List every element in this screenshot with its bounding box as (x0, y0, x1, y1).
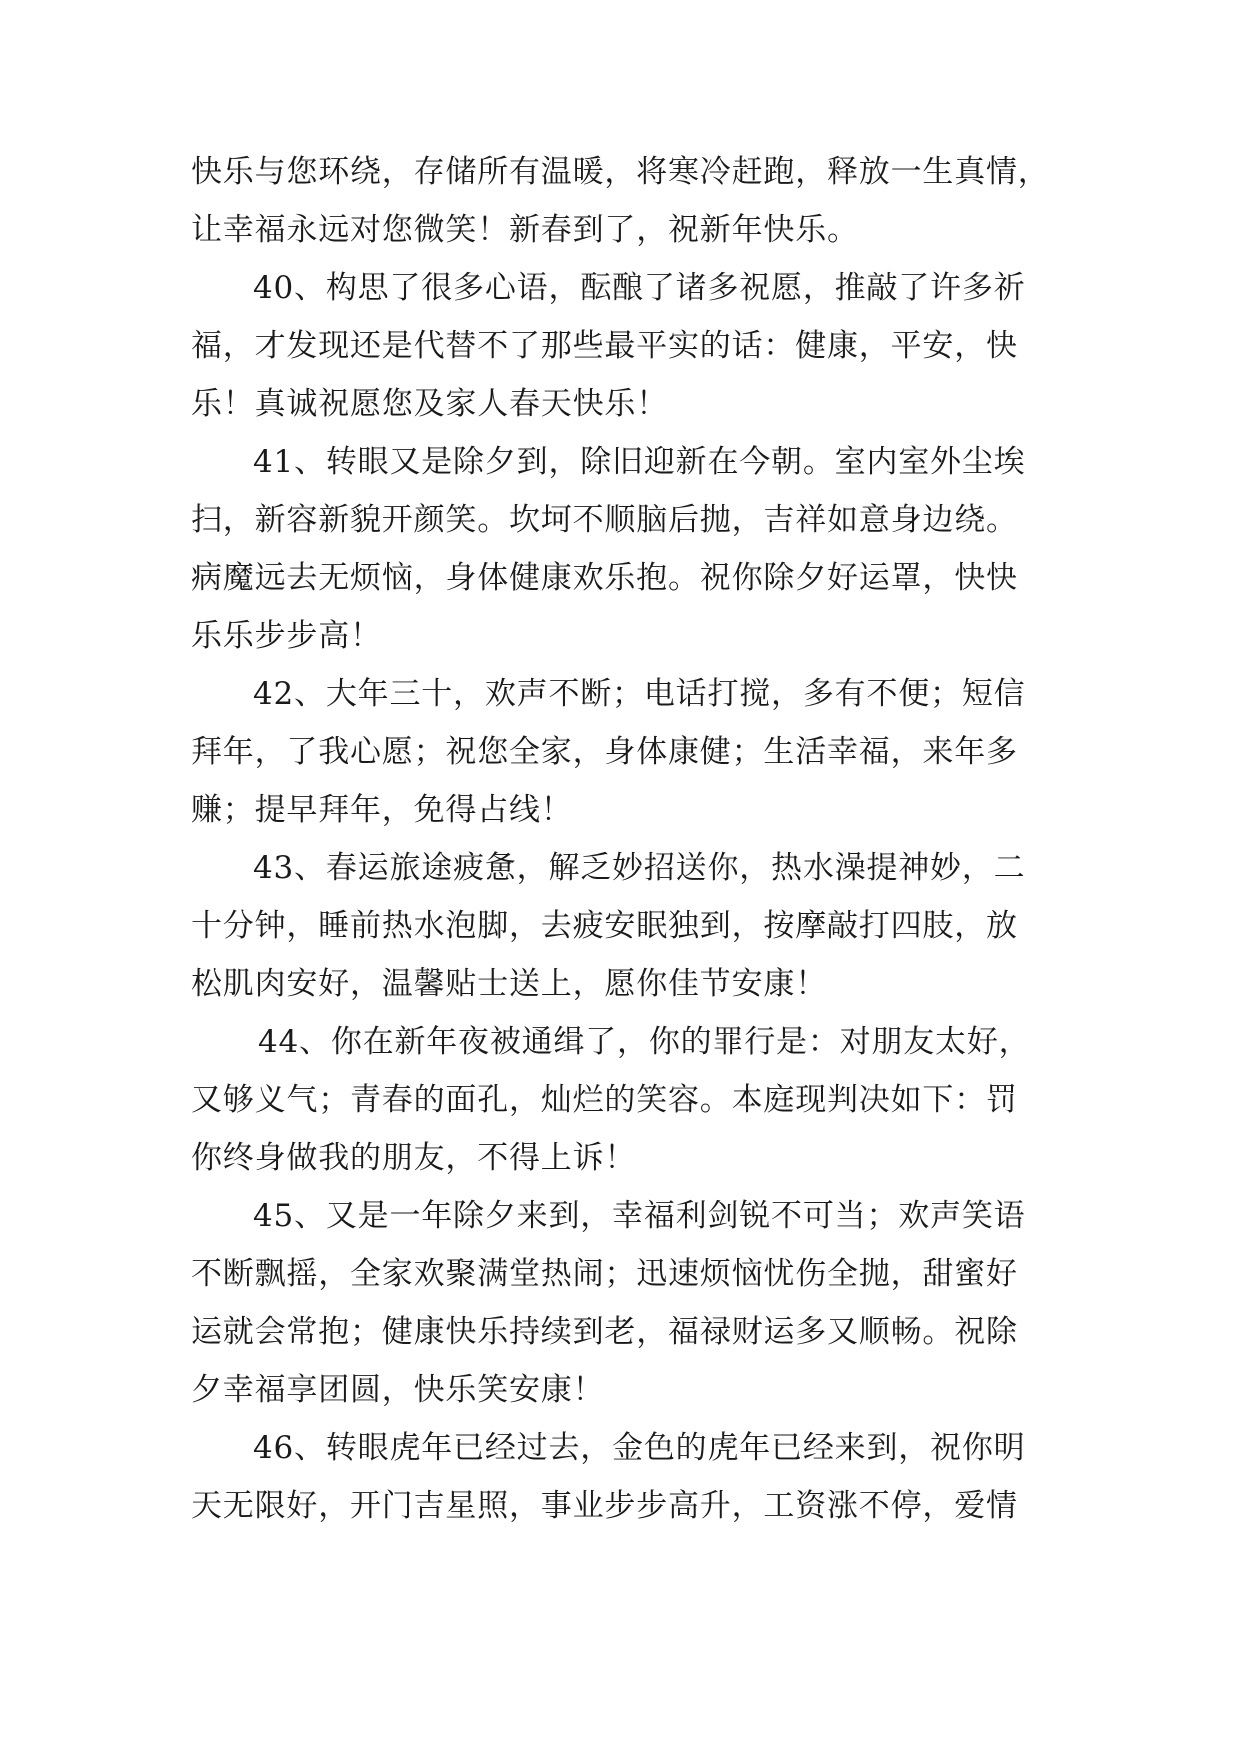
text-line: 十分钟，睡前热水泡脚，去疲安眠独到，按摩敲打四肢，放 (191, 908, 1018, 944)
text-line: 拜年，了我心愿；祝您全家，身体康健；生活幸福，来年多 (191, 734, 1018, 770)
text-line: 乐！真诚祝愿您及家人春天快乐！ (191, 386, 668, 422)
paragraph-45-line: 45、又是一年除夕来到，幸福利剑锐不可当；欢声笑语 (253, 1198, 1026, 1234)
paragraph-41-line: 41、转眼又是除夕到，除旧迎新在今朝。室内室外尘埃 (253, 444, 1026, 480)
text-line: 福，才发现还是代替不了那些最平实的话：健康，平安，快 (191, 328, 1018, 364)
text-line: 扫，新容新貌开颜笑。坎坷不顺脑后抛，吉祥如意身边绕。 (191, 502, 1018, 538)
text-line: 夕幸福享团圆，快乐笑安康！ (191, 1372, 605, 1408)
paragraph-46-line: 46、转眼虎年已经过去，金色的虎年已经来到，祝你明 (253, 1430, 1026, 1466)
text-line: 赚；提早拜年，免得占线！ (191, 792, 573, 828)
text-line: 不断飘摇，全家欢聚满堂热闹；迅速烦恼忧伤全抛，甜蜜好 (191, 1256, 1018, 1292)
text-line: 快乐与您环绕，存储所有温暖，将寒冷赶跑，释放一生真情， (191, 154, 1050, 190)
text-line: 病魔远去无烦恼，身体健康欢乐抱。祝你除夕好运罩，快快 (191, 560, 1018, 596)
text-line: 松肌肉安好，温馨贴士送上，愿你佳节安康！ (191, 966, 827, 1002)
paragraph-42-line: 42、大年三十，欢声不断；电话打搅，多有不便；短信 (253, 676, 1026, 712)
paragraph-40-line: 40、构思了很多心语，酝酿了诸多祝愿，推敲了许多祈 (253, 270, 1026, 306)
text-line: 你终身做我的朋友，不得上诉！ (191, 1140, 637, 1176)
text-line: 天无限好，开门吉星照，事业步步高升，工资涨不停，爱情 (191, 1488, 1018, 1524)
paragraph-43-line: 43、春运旅途疲惫，解乏妙招送你，热水澡提神妙，二 (253, 850, 1026, 886)
text-line: 让幸福永远对您微笑！新春到了，祝新年快乐。 (191, 212, 859, 248)
text-line: 乐乐步步高！ (191, 618, 382, 654)
text-line: 又够义气；青春的面孔，灿烂的笑容。本庭现判决如下：罚 (191, 1082, 1018, 1118)
paragraph-44-line: 44、你在新年夜被通缉了，你的罪行是：对朋友太好， (258, 1024, 1031, 1060)
text-line: 运就会常抱；健康快乐持续到老，福禄财运多又顺畅。祝除 (191, 1314, 1018, 1350)
